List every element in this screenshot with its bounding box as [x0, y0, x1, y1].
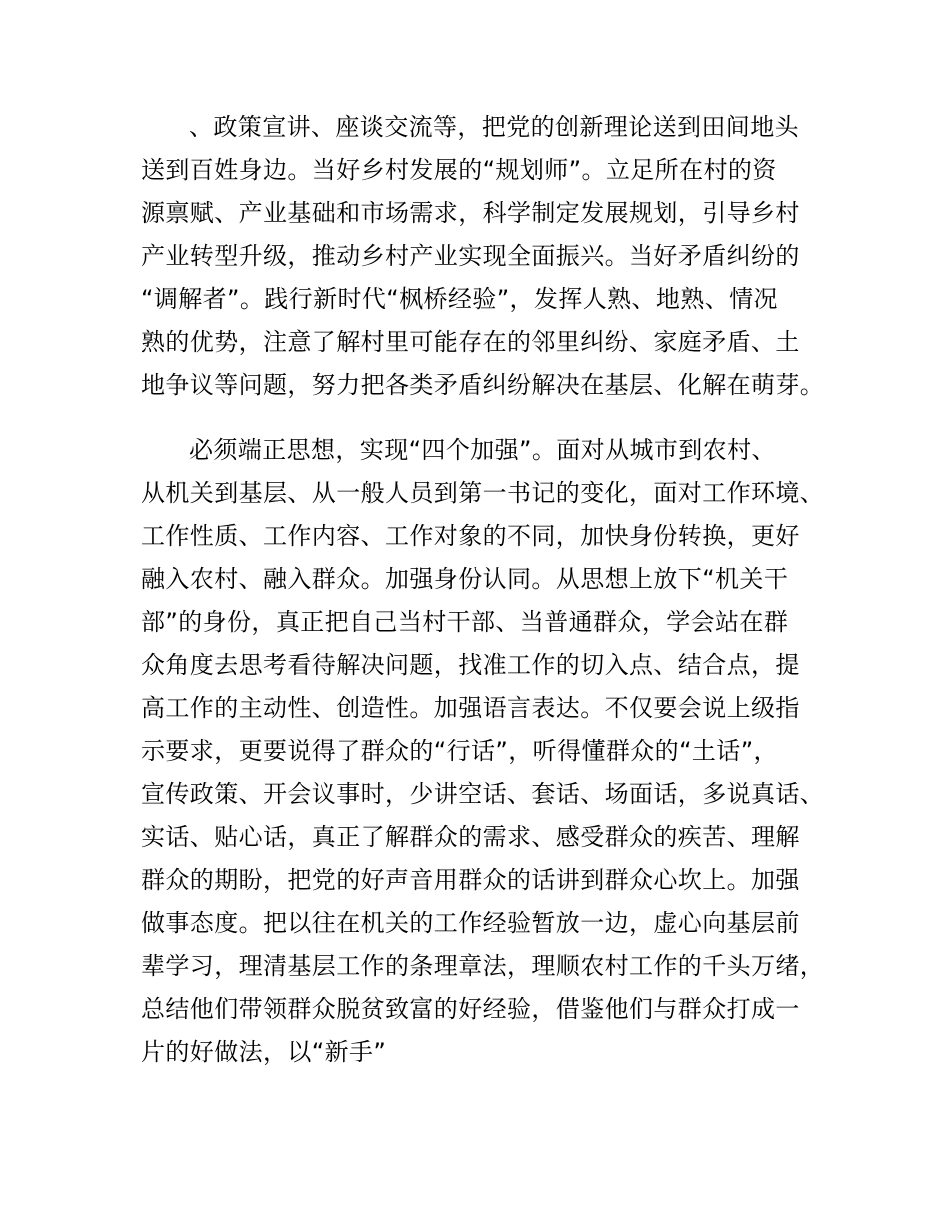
text-line: 高工作的主动性、创造性。加强语言表达。不仅要会说上级指: [141, 694, 800, 722]
text-line: 熟的优势，注意了解村里可能存在的邻里纠纷、家庭矛盾、土: [141, 328, 800, 356]
paragraph-1: [141, 106, 841, 407]
text-line: 产业转型升级，推动乡村产业实现全面振兴。当好矛盾纠纷的: [141, 242, 800, 270]
text-line: 、政策宣讲、座谈交流等，把党的创新理论送到田间地头: [189, 113, 799, 141]
text-line: [141, 1074, 841, 1117]
text-line: 辈学习，理清基层工作的条理章法，理顺农村工作的千头万绪，: [141, 952, 825, 980]
text-line: 片的好做法，以“新手”: [141, 1038, 387, 1066]
text-line: 融入农村、融入群众。加强身份认同。从思想上放下“机关干: [141, 565, 789, 593]
text-line: 送到百姓身边。当好乡村发展的“规划师”。立足所在村的资: [141, 156, 777, 184]
text-line: 工作性质、工作内容、工作对象的不同，加快身份转换，更好: [141, 522, 800, 550]
paragraph-2: [141, 429, 841, 1117]
text-line: 示要求，更要说得了群众的“行话”，听得懂群众的“土话”，: [141, 737, 778, 765]
text-line: 从机关到基层、从一般人员到第一书记的变化，面对工作环境、: [141, 479, 825, 507]
text-line: 宣传政策、开会议事时，少讲空话、套话、场面话，多说真话、: [141, 780, 825, 808]
text-line: 源禀赋、产业基础和市场需求，科学制定发展规划，引导乡村: [141, 199, 800, 227]
text-line: “调解者”。践行新时代“枫桥经验”，发挥人熟、地熟、情况: [141, 285, 778, 313]
text-line: 群众的期盼，把党的好声音用群众的话讲到群众心坎上。加强: [141, 866, 800, 894]
text-line: 总结他们带领群众脱贫致富的好经验，借鉴他们与群众打成一: [141, 995, 800, 1023]
text-line: 地争议等问题，努力把各类矛盾纠纷解决在基层、化解在萌芽。: [141, 371, 825, 399]
text-line: 必须端正思想，实现“四个加强”。面对从城市到农村、: [189, 436, 776, 464]
text-line: 实话、贴心话，真正了解群众的需求、感受群众的疾苦、理解: [141, 823, 800, 851]
text-line: 众角度去思考看待解决问题，找准工作的切入点、结合点，提: [141, 651, 800, 679]
text-line: 做事态度。把以往在机关的工作经验暂放一边，虚心向基层前: [141, 909, 800, 937]
text-line: 部”的身份，真正把自己当村干部、当普通群众，学会站在群: [141, 608, 789, 636]
